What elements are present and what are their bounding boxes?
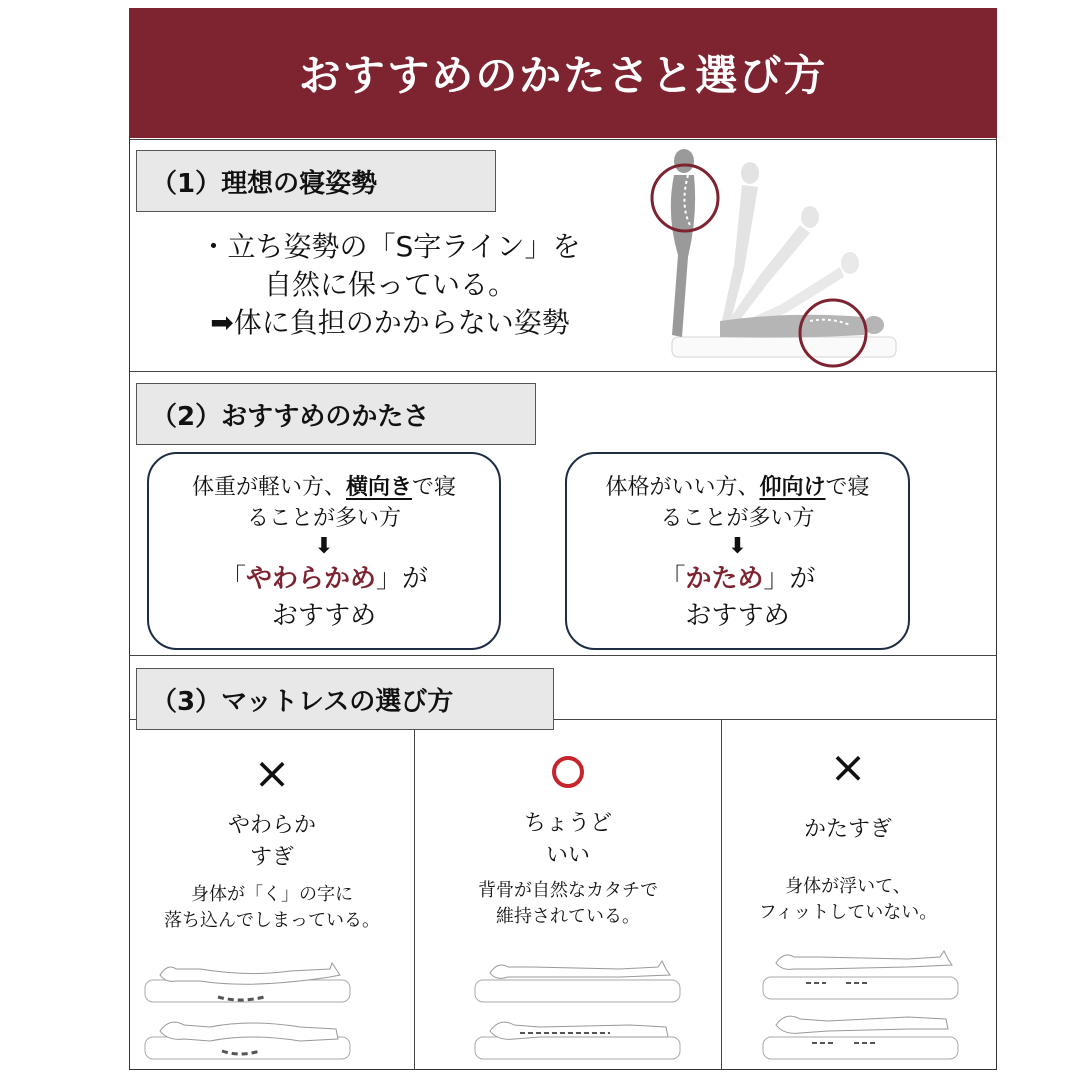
column-just-right-title-1: ちょうど [523,811,612,836]
firm-card-line1-post: で寝 [825,475,870,500]
firm-card-bracket-open: 「 [659,564,686,594]
section1-line-3: ➡体に負担のかからない姿勢 [210,306,570,339]
column-just-right-title [415,808,721,872]
column-just-right-desc-2: 維持されている。 [496,906,640,927]
down-arrow-icon: ⬇ [728,534,747,559]
section1-label [136,150,496,212]
section1-line-1: ・立ち姿勢の「S字ライン」を [199,230,581,263]
firm-card-line2: ることが多い方 [660,506,815,531]
section3-label [136,668,554,730]
header-banner [129,8,997,138]
soft-card-highlight: やわらかめ [245,564,376,594]
section2-label [136,383,536,445]
section1-description [150,228,630,342]
column-just-right-desc-1: 背骨が自然なカタチで [478,880,658,901]
page-title: おすすめのかたさと選び方 [298,51,828,100]
section3-label-text: （3）マットレスの選び方 [151,686,454,717]
soft-card-end: おすすめ [271,601,377,631]
column-too-firm-title-1: かたすぎ [803,817,892,842]
column-just-right-desc [415,878,721,930]
column-too-firm-desc [722,874,974,926]
column-too-soft-title-1: やわらか [227,813,316,838]
aligned-body-illustration [470,955,690,1065]
column-too-soft-title-2: すぎ [249,845,294,870]
section2-label-text: （2）おすすめのかたさ [151,401,430,432]
section1-label-text: （1）理想の寝姿勢 [151,168,378,199]
posture-transition-illustration [650,145,910,370]
soft-card-line1-pre: 体重が軽い方、 [191,475,346,500]
soft-card-bracket-close: 」が [376,564,429,594]
column-just-right-title-2: いい [545,843,590,868]
column-too-soft-desc [130,882,414,934]
column-too-soft-desc-2: 落ち込んでしまっている。 [164,910,380,931]
soft-card-line1 [149,472,499,504]
recommendation-firm-card [565,452,910,650]
soft-card-bracket-open: 「 [219,564,246,594]
section1-line-2: 自然に保っている。 [263,268,516,301]
circle-mark-icon [552,756,584,788]
divider-section1 [129,139,997,140]
recommendation-soft-card [147,452,501,650]
soft-card-recommendation [149,560,499,598]
firm-card-highlight: かため [685,564,764,594]
cross-mark-icon: × [829,742,867,793]
firm-card-bracket-close: 」が [763,564,816,594]
soft-card-line2: ることが多い方 [246,506,401,531]
column-too-firm-title [722,814,974,846]
firm-card-line1 [567,472,908,504]
floating-body-illustration [758,945,968,1065]
cross-mark-icon: × [253,748,291,799]
firm-card-back-sleeping: 仰向け [759,475,826,500]
firm-card-line1-pre: 体格がいい方、 [605,475,760,500]
sinking-body-illustration [140,955,360,1065]
column-too-firm-desc-1: 身体が浮いて、 [785,876,911,897]
soft-card-line1-post: で寝 [412,475,457,500]
column-too-soft-desc-1: 身体が「く」の字に [191,884,353,905]
divider-section2 [129,371,997,372]
column-too-firm-desc-2: フィットしていない。 [758,902,938,923]
divider-section3 [129,655,997,656]
firm-card-end: おすすめ [685,601,790,631]
down-arrow-icon: ⬇ [314,534,334,559]
column-too-soft-title [130,810,414,874]
firm-card-recommendation [567,560,908,598]
soft-card-side-sleeping: 横向き [345,475,412,500]
